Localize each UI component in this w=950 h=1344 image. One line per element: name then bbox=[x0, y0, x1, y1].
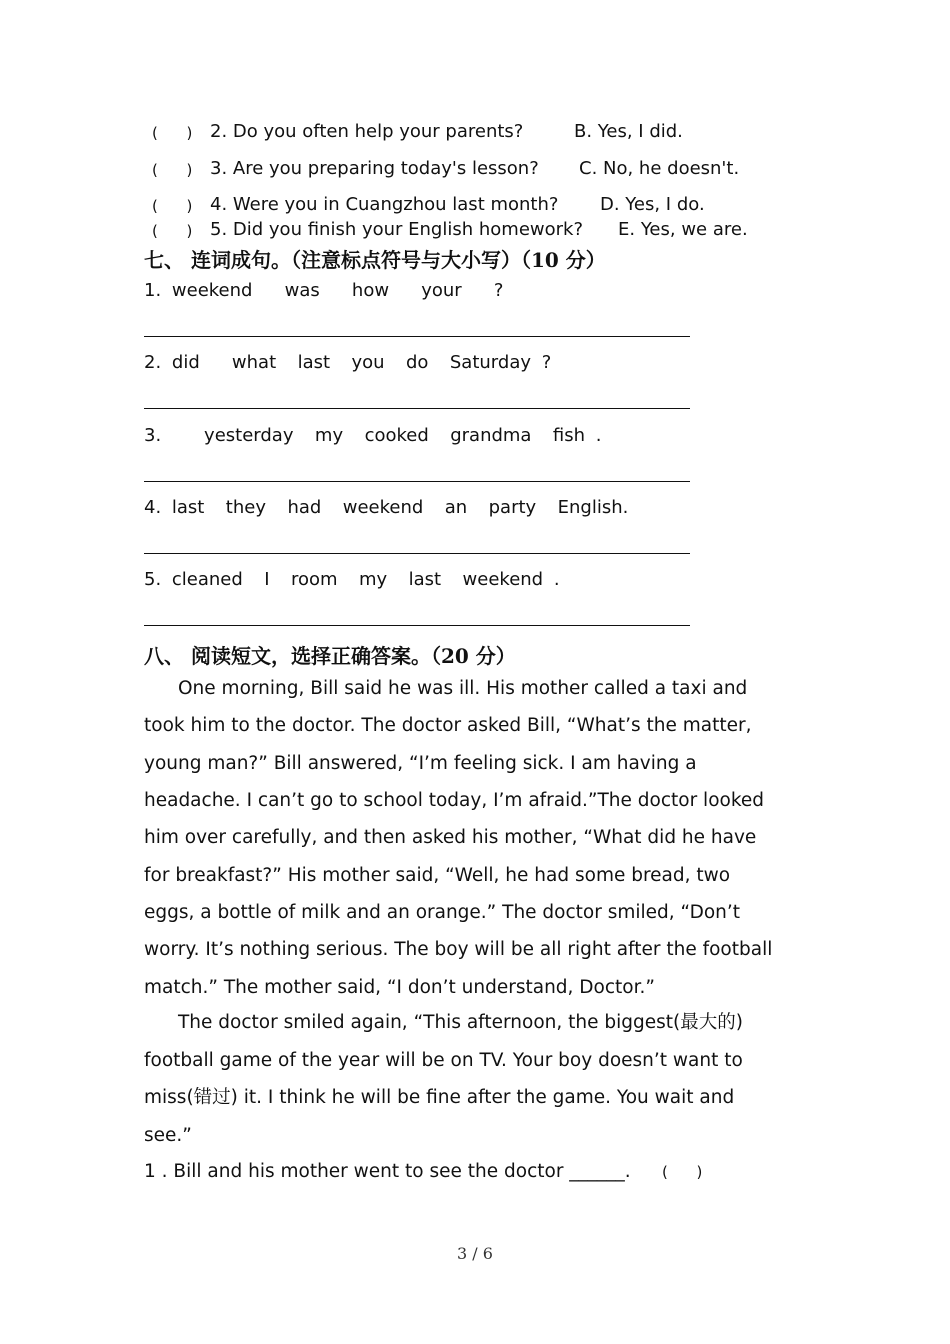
passage-line: see.” bbox=[144, 1125, 192, 1146]
answer-paren: ( ) bbox=[152, 197, 193, 215]
match-question: 4. Were you in Cuangzhou last month? bbox=[210, 194, 559, 215]
question-1: 1. weekend was how your ? bbox=[144, 280, 504, 301]
passage-line: miss(错过) it. I think he will be fine after the game. You wait and bbox=[144, 1087, 735, 1108]
match-question: 2. Do you often help your parents? bbox=[210, 121, 524, 142]
reading-question-1: 1 . Bill and his mother went to see the doctor ______. bbox=[144, 1161, 631, 1182]
question-2: 2. did what last you do Saturday ? bbox=[144, 352, 552, 373]
answer-line bbox=[144, 336, 690, 337]
match-answer: C. No, he doesn't. bbox=[579, 158, 740, 179]
passage-line: The doctor smiled again, “This afternoon, the biggest(最大的) bbox=[178, 1012, 743, 1033]
answer-line bbox=[144, 481, 690, 482]
passage-line: young man?” Bill answered, “I’m feeling sick. I am having a bbox=[144, 753, 697, 774]
question-5: 5. cleaned I room my last weekend . bbox=[144, 569, 560, 590]
match-answer: D. Yes, I do. bbox=[600, 194, 705, 215]
passage-line: One morning, Bill said he was ill. His mother called a taxi and bbox=[178, 678, 748, 699]
section-8-heading: 八、 阅读短文，选择正确答案。（20 分） bbox=[144, 644, 516, 668]
match-answer: B. Yes, I did. bbox=[574, 121, 683, 142]
passage-line: for breakfast?” His mother said, “Well, he had some bread, two bbox=[144, 865, 731, 886]
passage-line: headache. I can’t go to school today, I’m afraid.”The doctor looked bbox=[144, 790, 765, 811]
match-question: 5. Did you finish your English homework? bbox=[210, 219, 584, 240]
passage-line: him over carefully, and then asked his mother, “What did he have bbox=[144, 827, 757, 848]
question-4: 4. last they had weekend an party English. bbox=[144, 497, 629, 518]
answer-paren: ( ) bbox=[152, 124, 193, 142]
answer-paren: ( ) bbox=[662, 1163, 703, 1181]
match-question: 3. Are you preparing today's lesson? bbox=[210, 158, 539, 179]
page-number: 3 / 6 bbox=[457, 1244, 493, 1263]
answer-line bbox=[144, 553, 690, 554]
question-3: 3. yesterday my cooked grandma fish . bbox=[144, 425, 602, 446]
answer-paren: ( ) bbox=[152, 222, 193, 240]
answer-line bbox=[144, 625, 690, 626]
answer-paren: ( ) bbox=[152, 161, 193, 179]
passage-line: match.” The mother said, “I don’t understand, Doctor.” bbox=[144, 977, 655, 998]
passage-line: worry. It’s nothing serious. The boy will be all right after the football bbox=[144, 939, 773, 960]
match-answer: E. Yes, we are. bbox=[618, 219, 748, 240]
passage-line: eggs, a bottle of milk and an orange.” The doctor smiled, “Don’t bbox=[144, 902, 740, 923]
section-7-heading: 七、 连词成句。（注意标点符号与大小写）（10 分） bbox=[144, 248, 606, 272]
passage-line: football game of the year will be on TV. Your boy doesn’t want to bbox=[144, 1050, 743, 1071]
passage-line: took him to the doctor. The doctor asked Bill, “What’s the matter, bbox=[144, 715, 752, 736]
answer-line bbox=[144, 408, 690, 409]
